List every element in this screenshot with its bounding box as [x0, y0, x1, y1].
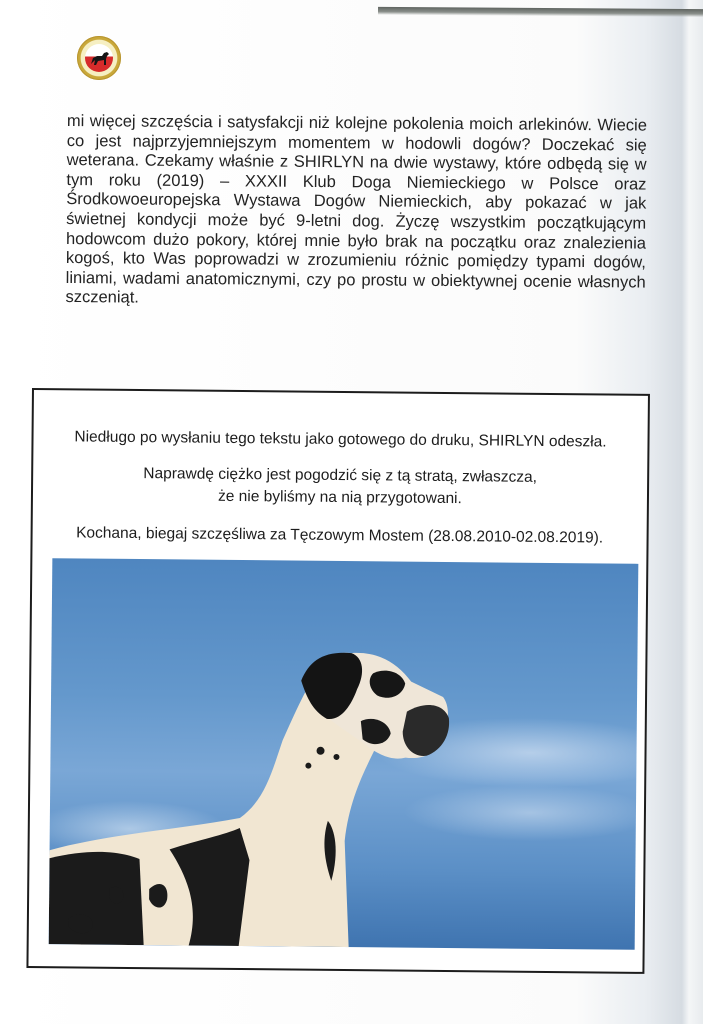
dog-photo — [49, 558, 639, 950]
memorial-box — [26, 388, 650, 974]
memorial-line-loss-a: Naprawdę ciężko jest pogodzić się z tą stratą, zwłaszcza, — [143, 465, 538, 486]
club-badge-dog-icon — [77, 36, 121, 80]
article-text: mi więcej szczęścia i satysfakcji niż kolejne pokolenia moich arlekinów. Wiecie co jest najprzyjemniejszym momentem w hodowli dogów? Doczekać się weterana. Czekamy właśnie z SHIRLYN na dwie wystawy, które odbędą się w tym roku (2019) – XXXII Klub Doga Niemieckiego w Polsce oraz Środkowoeuropejska Wystawa Dogów Niemieckich, aby pokazać w jak świetnej kondycji może być 9-letni dog. Życzę wszystkim początkującym hodowcom dużo pokory, której mnie było brak na początku oraz znalezienia kogoś, kto Was poprowadzi w zrozumieniu różnic pomiędzy typami dogów, liniami, wadami anatomicznymi, czy po prostu w obiektywnej ocenie własnych szczeniąt. — [65, 112, 647, 307]
page-edge-shadow — [378, 7, 703, 17]
article-paragraph — [65, 112, 647, 312]
memorial-line-passing: Niedługo po wysłaniu tego tekstu jako gotowego do druku, SHIRLYN odeszła. — [74, 428, 607, 451]
memorial-line-loss — [33, 462, 647, 512]
memorial-line-loss-b: że nie byliśmy na nią przygotowani. — [217, 487, 462, 508]
great-dane-illustration — [49, 558, 639, 950]
memorial-line-rainbow-bridge: Kochana, biegaj szczęśliwa za Tęczowym Mostem (28.08.2010-02.08.2019). — [76, 524, 604, 547]
